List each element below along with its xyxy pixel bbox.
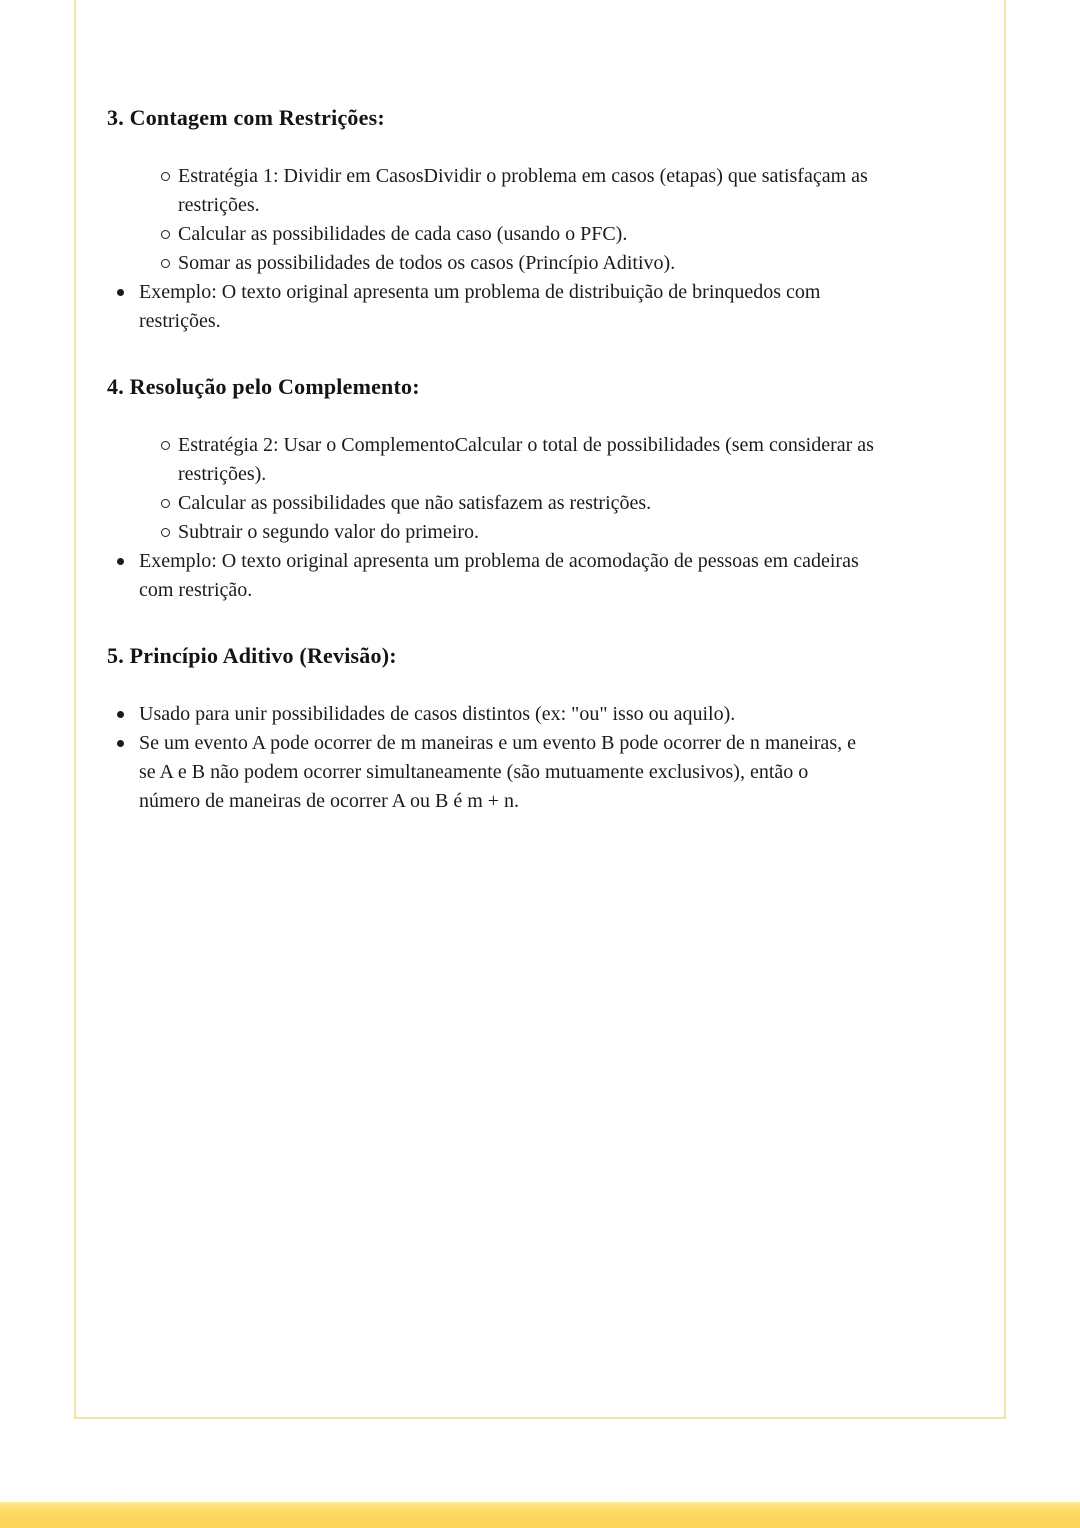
list-item-text: Exemplo: O texto original apresenta um problema de distribuição de brinquedos com restrições. [139,281,821,332]
section-3-heading: 3. Contagem com Restrições: [107,105,385,130]
list-item [107,489,904,518]
list-item [107,249,904,278]
circle-bullet-icon [161,441,170,450]
list-item-text: Se um evento A pode ocorrer de m maneiras e um evento B pode ocorrer de n maneiras, e se A e B não podem ocorrer simultaneamente (são mutuamente exclusivos), então o número de maneiras de ocorrer A ou B é m + n. [139,732,856,812]
list-item [107,220,904,249]
list-item-text: Estratégia 2: Usar o ComplementoCalcular o total de possibilidades (sem considerar as restrições). [178,434,874,485]
list-item-text: Calcular as possibilidades de cada caso (usando o PFC). [178,223,628,245]
disc-bullet-icon [117,711,124,718]
disc-bullet-icon [117,558,124,565]
circle-bullet-icon [161,528,170,537]
section-4-heading: 4. Resolução pelo Complemento: [107,374,420,399]
list-item [107,547,865,605]
disc-bullet-icon [117,289,124,296]
list-item-text: Exemplo: O texto original apresenta um problema de acomodação de pessoas em cadeiras com restrição. [139,550,859,601]
list-item-text: Subtrair o segundo valor do primeiro. [178,521,480,543]
list-item-text: Somar as possibilidades de todos os casos (Princípio Aditivo). [178,252,676,274]
list-item [107,278,865,336]
document-content [107,0,975,816]
list-item-text: Calcular as possibilidades que não satisfazem as restrições. [178,492,652,514]
circle-bullet-icon [161,172,170,181]
list-item [107,729,865,816]
section-5-heading: 5. Princípio Aditivo (Revisão): [107,643,397,668]
list-item-text: Estratégia 1: Dividir em CasosDividir o problema em casos (etapas) que satisfaçam as restrições. [178,165,868,216]
circle-bullet-icon [161,230,170,239]
list-item [107,700,865,729]
section-3-list [107,162,975,336]
footer-accent-bar [0,1502,1080,1528]
circle-bullet-icon [161,259,170,268]
list-item-text: Usado para unir possibilidades de casos distintos (ex: "ou" isso ou aquilo). [139,703,736,725]
list-item [107,518,904,547]
list-item [107,431,904,489]
list-item [107,162,904,220]
section-5-list [107,700,975,816]
disc-bullet-icon [117,740,124,747]
section-4-list [107,431,975,605]
circle-bullet-icon [161,499,170,508]
